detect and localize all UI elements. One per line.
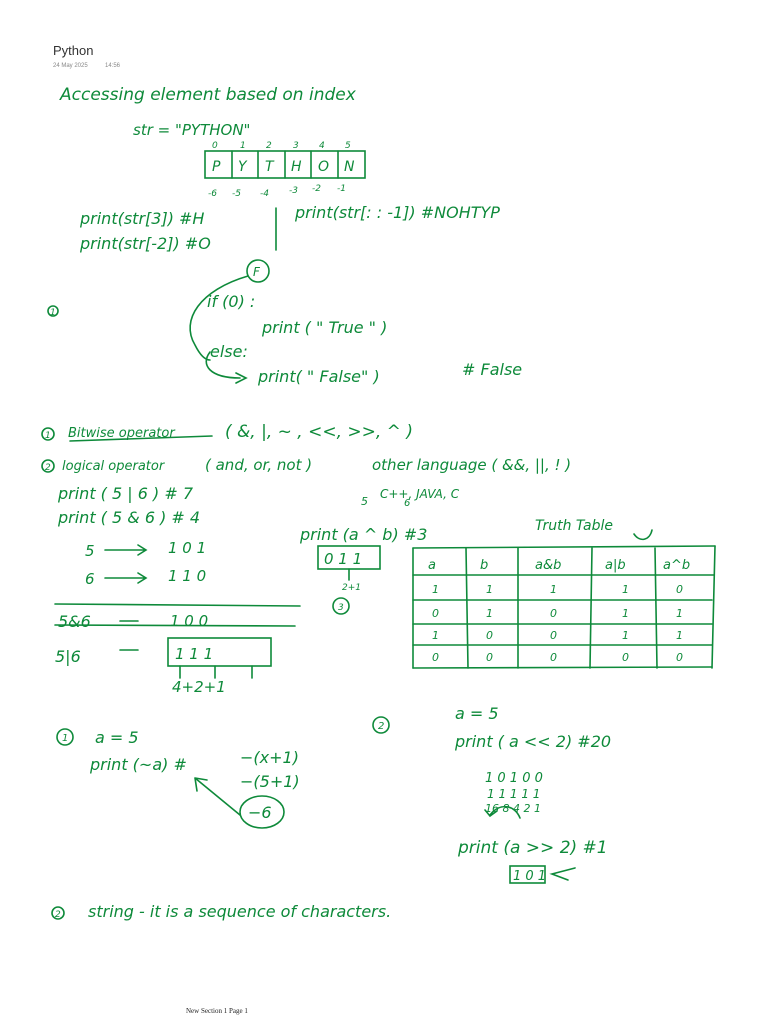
pos-index: 4 [319, 141, 325, 151]
or-sum: 4+2+1 [172, 678, 226, 696]
tt-cell: 0 [550, 651, 557, 664]
th-and: a&b [535, 558, 562, 573]
and-label: 5&6 [58, 612, 91, 631]
letter: O [318, 159, 330, 175]
neg-index: -3 [289, 186, 298, 196]
tt-cell: 1 [622, 629, 629, 642]
xor-box-bits: 0 1 1 [324, 550, 363, 568]
neg-index: -2 [312, 184, 321, 194]
print-5-and-6: print ( 5 & 6 ) # 4 [58, 508, 201, 527]
neg-index: -5 [232, 189, 241, 199]
print-right-shift: print (a >> 2) #1 [458, 838, 608, 858]
tt-cell: 1 [432, 583, 439, 596]
a-eq-5-left: a = 5 [95, 728, 139, 747]
tt-cell: 1 [486, 607, 493, 620]
if-line: if (0) : [207, 292, 256, 311]
cpp-java-c: C++, JAVA, C [380, 487, 460, 501]
page-time: 14:56 [105, 63, 121, 69]
print-5-or-6: print ( 5 | 6 ) # 7 [58, 484, 194, 503]
formula-1: −(x+1) [240, 748, 299, 767]
five-bits: 1 0 1 [168, 539, 207, 557]
lshift-ticks: 1 1 1 1 1 [487, 787, 541, 801]
circle-1b-label: 1 [62, 733, 69, 744]
string-num: 2 [55, 910, 61, 920]
heading-index: Accessing element based on index [60, 85, 356, 105]
rshift-box-bits: 1 0 1 [513, 869, 547, 884]
print-str3: print(str[3]) #H [80, 209, 205, 228]
formula-result: −6 [248, 803, 272, 822]
tt-cell: 1 [676, 607, 683, 620]
bitwise-num: 1 [45, 431, 51, 441]
xor-6-hint: 6 [404, 498, 411, 509]
print-xor: print (a ^ b) #3 [300, 525, 428, 544]
a-eq-5-right: a = 5 [455, 704, 499, 723]
tt-cell: 0 [486, 651, 493, 664]
neg-index: -6 [208, 189, 217, 199]
neg-index: -1 [337, 184, 346, 194]
pos-index: 3 [293, 141, 299, 151]
else-line: else: [210, 342, 248, 361]
th-a: a [428, 558, 436, 573]
page-footer: New Section 1 Page 1 [186, 1007, 248, 1015]
neg-index: -4 [260, 189, 269, 199]
letter: T [265, 159, 274, 175]
tt-cell: 0 [676, 583, 683, 596]
xor-result: 3 [338, 603, 344, 613]
python-letters [212, 159, 355, 175]
tt-cell: 1 [622, 583, 629, 596]
th-or: a|b [605, 558, 626, 573]
tt-cell: 0 [432, 607, 439, 620]
letter: N [344, 159, 355, 175]
page-date: 24 May 2025 [53, 63, 88, 69]
print-false: print( " False" ) [258, 367, 380, 386]
pos-index: 0 [212, 141, 218, 151]
string-definition: string - it is a sequence of characters. [88, 902, 392, 921]
logical-ops: ( and, or, not ) [205, 456, 313, 474]
and-bits: 1 0 0 [170, 612, 209, 630]
six-label: 6 [85, 570, 95, 588]
letter: P [212, 159, 221, 175]
lshift-bits: 1 0 1 0 0 [485, 771, 543, 786]
f-label: F [253, 265, 260, 279]
bitwise-label: Bitwise operator [68, 426, 175, 441]
or-label: 5|6 [55, 647, 81, 666]
tt-cell: 1 [550, 583, 557, 596]
print-str-minus2: print(str[-2]) #O [80, 234, 211, 253]
print-not-a: print (~a) # [90, 755, 187, 774]
formula-2: −(5+1) [240, 772, 300, 791]
other-language: other language ( &&, ||, ! ) [372, 456, 572, 474]
lshift-weights: 16 8 4 2 1 [485, 802, 541, 815]
th-b: b [480, 558, 489, 573]
truth-table-header [428, 558, 690, 573]
pos-index: 1 [240, 141, 246, 151]
circle-1-label: 1 [50, 308, 56, 318]
or-bits: 1 1 1 [175, 645, 214, 663]
tt-cell: 1 [432, 629, 439, 642]
tt-cell: 0 [550, 629, 557, 642]
logical-num: 2 [45, 463, 51, 473]
letter: H [291, 159, 302, 175]
print-left-shift: print ( a << 2) #20 [455, 732, 612, 751]
pos-index: 5 [345, 141, 351, 151]
tt-cell: 0 [550, 607, 557, 620]
positive-indices [212, 141, 351, 151]
page-title: Python [53, 43, 94, 58]
print-reverse: print(str[: : -1]) #NOHTYP [295, 203, 500, 222]
bitwise-ops: ( &, |, ~ , <<, >>, ^ ) [225, 422, 413, 442]
print-true: print ( " True " ) [262, 318, 388, 337]
tt-cell: 0 [622, 651, 629, 664]
th-xor: a^b [663, 558, 691, 573]
tt-cell: 0 [486, 629, 493, 642]
circle-2-label: 2 [378, 721, 385, 732]
xor-sum: 2+1 [342, 583, 361, 593]
pos-index: 2 [266, 141, 272, 151]
tt-cell: 0 [432, 651, 439, 664]
tt-cell: 1 [622, 607, 629, 620]
six-bits: 1 1 0 [168, 567, 207, 585]
truth-table-title: Truth Table [535, 518, 613, 534]
tt-cell: 1 [676, 629, 683, 642]
letter: Y [238, 159, 247, 175]
str-assign: str = "PYTHON" [133, 121, 251, 139]
logical-label: logical operator [62, 459, 165, 474]
tt-cell: 1 [486, 583, 493, 596]
tt-cell: 0 [676, 651, 683, 664]
xor-5-hint: 5 [361, 495, 368, 508]
false-comment: # False [462, 360, 523, 379]
negative-indices [208, 184, 346, 199]
five-label: 5 [85, 542, 95, 560]
